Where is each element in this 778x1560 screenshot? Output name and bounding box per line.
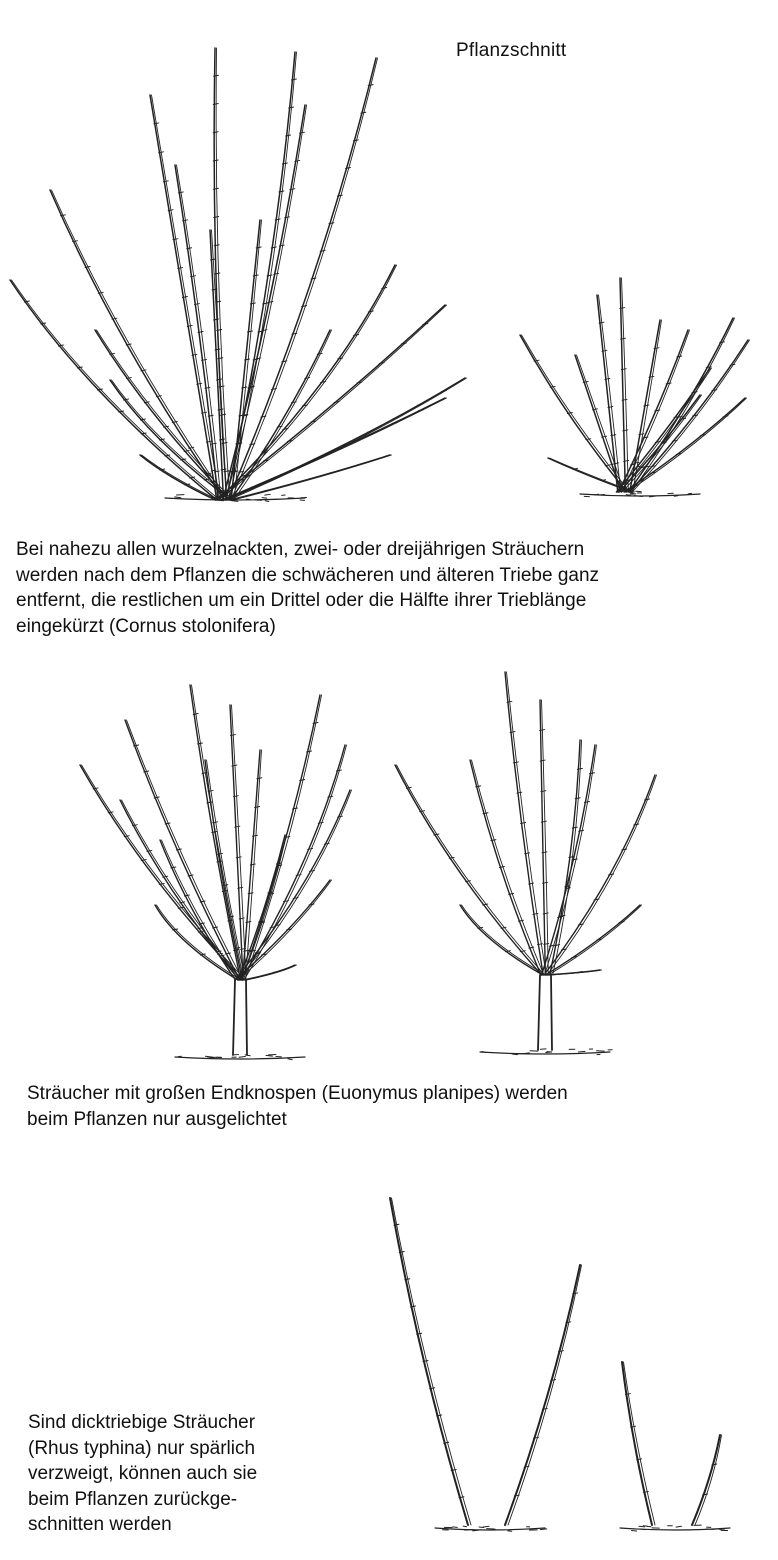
- shoot-outline: [142, 455, 219, 500]
- node-mark: [423, 324, 428, 325]
- soil-mark: [626, 495, 630, 496]
- caption-line: Bei nahezu allen wurzelnackten, zwei- oder dreijährigen Sträuchern: [16, 539, 585, 560]
- shoot: [692, 1435, 720, 1525]
- soil-mark: [245, 1055, 250, 1056]
- rhus-unpruned-illustration: [390, 1198, 582, 1531]
- caption-line: werden nach dem Pflanzen die schwächeren und älteren Triebe ganz: [16, 564, 600, 586]
- node-mark: [401, 343, 406, 344]
- trunk: [538, 975, 540, 1050]
- caption-line: Sind dicktriebige Sträucher: [28, 1412, 256, 1433]
- shoot-outline: [392, 1198, 472, 1525]
- shoot: [460, 905, 543, 975]
- soil-mark: [239, 1057, 245, 1058]
- shoot: [628, 318, 733, 492]
- shoot: [505, 1265, 580, 1525]
- shoot: [597, 295, 618, 492]
- soil-mark: [578, 1051, 585, 1052]
- soil-mark: [288, 1059, 292, 1060]
- shoot-outline: [550, 458, 635, 492]
- soil-mark: [463, 1526, 466, 1527]
- caption-euonymus: [27, 1081, 568, 1132]
- soil-mark: [540, 1529, 546, 1530]
- soil-mark: [453, 1527, 458, 1528]
- shoot-outline: [231, 58, 377, 500]
- page-title: Pflanzschnitt: [456, 40, 567, 61]
- node-mark: [441, 391, 446, 392]
- shoot-outline: [547, 775, 656, 975]
- shoot: [544, 775, 655, 975]
- soil-mark: [483, 1526, 489, 1527]
- caption-line: beim Pflanzen nur ausgelichtet: [27, 1108, 287, 1130]
- soil-mark: [639, 1526, 645, 1527]
- node-mark: [379, 363, 384, 364]
- caption-line: (Rhus typhina) nur spärlich: [28, 1437, 256, 1459]
- caption-line: schnitten werden: [28, 1514, 172, 1535]
- shoot: [550, 740, 580, 975]
- shoot-outline: [462, 905, 546, 975]
- soil-mark: [231, 501, 237, 502]
- shoot: [395, 765, 541, 975]
- caption-cornus: [16, 537, 599, 639]
- cornus-unpruned-illustration: [10, 48, 467, 501]
- shoot-outline: [472, 760, 544, 975]
- soil-mark: [632, 1531, 637, 1532]
- shoot-outline: [599, 295, 621, 492]
- rhus-pruned-illustration: [620, 1362, 730, 1531]
- shoot: [50, 190, 224, 500]
- shoot-outline: [577, 355, 625, 492]
- shoot-outline: [397, 765, 545, 975]
- caption-line: verzweigt, können auch sie: [28, 1463, 258, 1484]
- soil-mark: [205, 1056, 213, 1057]
- cornus-pruned-illustration: [520, 278, 750, 497]
- soil-mark: [618, 491, 625, 492]
- caption-rhus: [28, 1410, 257, 1538]
- shoot: [226, 52, 295, 500]
- caption-line: beim Pflanzen zurückge-: [28, 1488, 238, 1510]
- soil-mark: [266, 1055, 272, 1056]
- node-mark: [309, 904, 314, 905]
- caption-line: entfernt, die restlichen um ein Drittel oder die Hälfte ihrer Trieblänge: [16, 590, 587, 611]
- caption-line: Sträucher mit großen Endknospen (Euonymus planipes) werden: [27, 1083, 568, 1104]
- trunk: [233, 980, 235, 1055]
- shoot-outline: [221, 265, 396, 500]
- euonymus-thinned-illustration: [395, 672, 657, 1055]
- trunk: [246, 980, 247, 1055]
- node-mark: [418, 410, 423, 411]
- shoot-outline: [624, 1362, 656, 1525]
- node-mark: [619, 922, 624, 923]
- soil-mark: [676, 1526, 681, 1527]
- trunk: [551, 975, 552, 1050]
- ground-line: [480, 1052, 610, 1054]
- shoot-outline: [234, 220, 261, 500]
- node-mark: [723, 416, 728, 417]
- soil-mark: [175, 497, 181, 498]
- euonymus-dense-illustration: [80, 685, 352, 1060]
- caption-line: eingekürzt (Cornus stolonifera): [16, 615, 276, 637]
- shoot: [222, 398, 445, 500]
- shoot: [120, 800, 239, 980]
- soil-mark: [265, 494, 271, 495]
- soil-mark: [265, 501, 269, 502]
